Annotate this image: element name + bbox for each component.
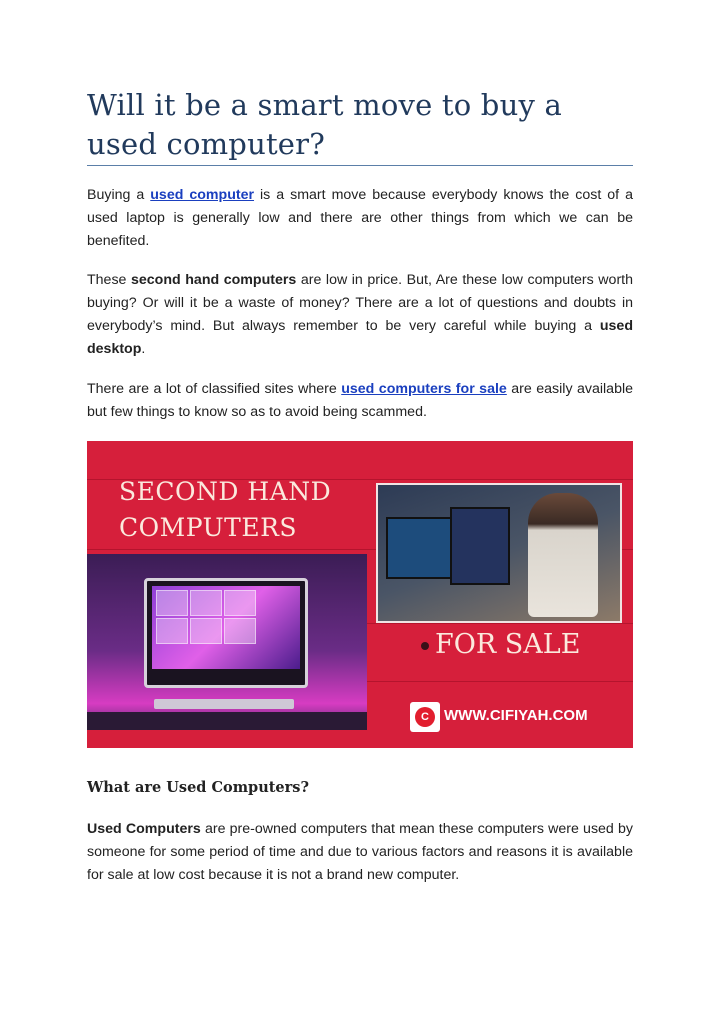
p2-text-pre: These: [87, 272, 132, 288]
desk: [87, 712, 367, 730]
screen-tile: [190, 590, 222, 616]
p3-text-post: are easily available but few things to know so as to avoid being scammed.: [87, 381, 634, 420]
screen-tile: [156, 590, 188, 616]
gaming-monitor: [386, 517, 460, 579]
section-heading: What are Used Computers?: [87, 779, 309, 796]
p1-text-pre: Buying a: [87, 187, 151, 203]
bullet-dot: [421, 642, 429, 650]
used-desktop-bold: used desktop: [87, 318, 633, 357]
title-divider: [87, 165, 633, 166]
p1-text-post: is a smart move because everybody knows the cost of a used laptop is generally low and there are other things from which we can be benefited.: [87, 187, 634, 249]
screen-tile: [224, 590, 256, 616]
keyboard: [154, 699, 294, 709]
desktop-photo: [87, 554, 367, 730]
paragraph-intro: [87, 184, 633, 253]
monitor-screen: [152, 586, 300, 669]
person-at-desk: [528, 493, 598, 617]
page-title: Will it be a smart move to buy a used computer?: [87, 88, 562, 161]
banner-headline-line2: COMPUTERS: [119, 513, 298, 542]
gamer-photo: [376, 483, 622, 623]
gaming-monitor: [450, 507, 510, 585]
p2-text-post: .: [141, 341, 146, 357]
banner-headline-line1: SECOND HAND: [119, 477, 332, 506]
paragraph-classified: [87, 378, 633, 424]
computer-monitor: [144, 578, 308, 688]
p4-text-post: are pre-owned computers that mean these computers were used by someone for some period of time and due to various factors and reasons it is available for sale at low cost because it is not a brand new computer.: [87, 821, 633, 883]
used-computers-bold: Used Computers: [87, 821, 201, 837]
logo-mark: C: [415, 707, 435, 727]
p3-text-pre: There are a lot of classified sites where: [87, 381, 342, 397]
p2-text-mid: are low in price. But, Are these low computers worth buying? Or will it be a waste of money? There are a lot of questions and doubts in everybody’s mind. But always remember to be very careful while buying a: [87, 272, 633, 334]
banner-website: WWW.CIFIYAH.COM: [444, 707, 588, 724]
banner-image: [87, 441, 633, 748]
banner-for-sale: FOR SALE: [435, 629, 581, 660]
second-hand-computers-bold: second hand computers: [131, 272, 297, 288]
used-computer-link[interactable]: used computer: [150, 187, 255, 203]
screen-tile: [156, 618, 188, 644]
screen-tile: [190, 618, 222, 644]
paragraph-second-hand: [87, 269, 633, 361]
paragraph-definition: [87, 818, 633, 887]
cifiyah-logo-icon: [410, 702, 440, 732]
screen-tile: [224, 618, 256, 644]
used-computers-for-sale-link[interactable]: used computers for sale: [341, 381, 507, 397]
